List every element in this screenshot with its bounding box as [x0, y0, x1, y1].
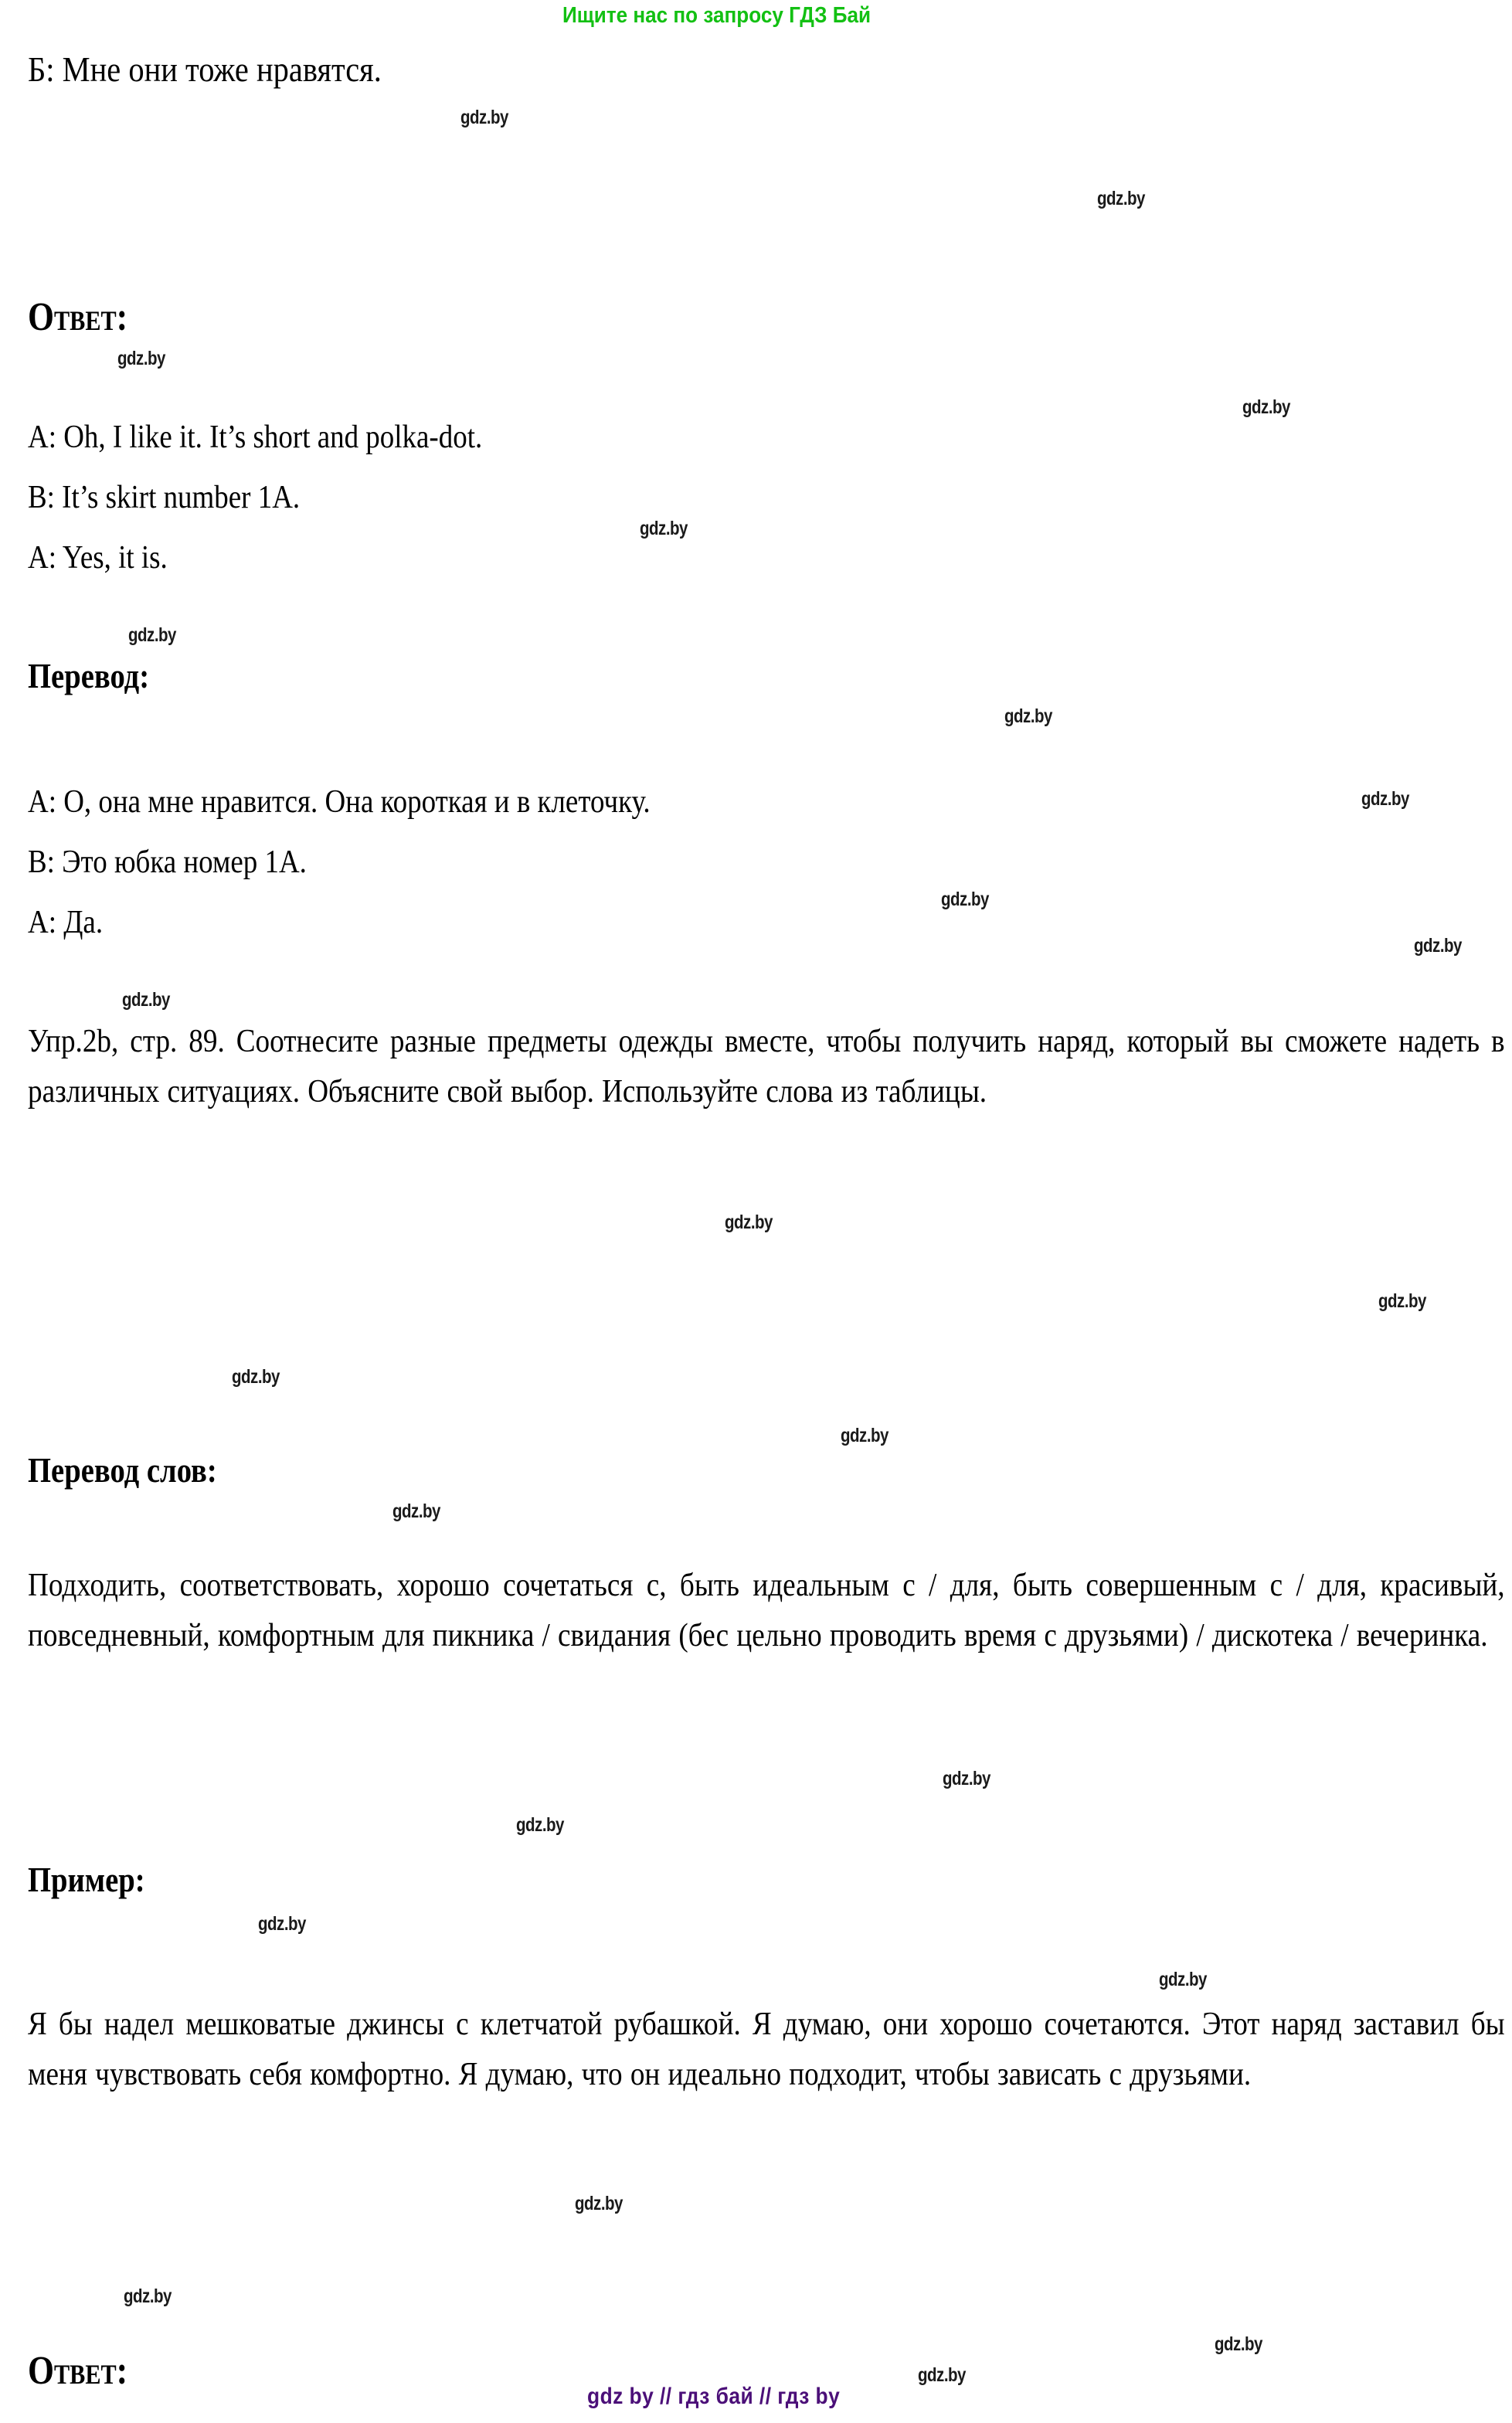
- answer-line-3: A: Yes, it is.: [28, 540, 168, 576]
- watermark: gdz.by: [392, 1500, 440, 1522]
- promo-banner: Ищите нас по запросу ГДЗ Бай: [562, 3, 872, 28]
- watermark: gdz.by: [1414, 935, 1462, 957]
- watermark: gdz.by: [1004, 705, 1052, 727]
- translation-heading: Перевод:: [28, 656, 150, 695]
- watermark: gdz.by: [1242, 396, 1290, 418]
- watermark: gdz.by: [1159, 1969, 1207, 1990]
- watermark: gdz.by: [943, 1768, 990, 1789]
- dialogue-tail-line: Б: Мне они тоже нравятся.: [28, 49, 382, 89]
- watermark: gdz.by: [575, 2193, 623, 2214]
- watermark: gdz.by: [1215, 2333, 1262, 2355]
- translation-line-1: A: О, она мне нравится. Она короткая и в клеточку.: [28, 784, 651, 820]
- watermark: gdz.by: [258, 1913, 306, 1935]
- watermark: gdz.by: [841, 1425, 889, 1446]
- watermark: gdz.by: [232, 1366, 280, 1388]
- answer-heading-bottom: Ответ:: [28, 2349, 128, 2393]
- watermark: gdz.by: [941, 889, 989, 910]
- words-translation-heading: Перевод слов:: [28, 1450, 217, 1490]
- watermark: gdz.by: [122, 989, 170, 1011]
- watermark: gdz.by: [918, 2364, 966, 2386]
- translation-line-3: A: Да.: [28, 905, 104, 940]
- watermark: gdz.by: [640, 518, 688, 539]
- example-heading: Пример:: [28, 1860, 145, 1899]
- exercise-paragraph: Упр.2b, стр. 89. Соотнесите разные предметы одежды вместе, чтобы получить наряд, который вы сможете надеть в различных ситуациях. Объясните свой выбор. Используйте слова из таблицы.: [28, 1024, 1505, 1110]
- watermark: gdz.by: [460, 107, 508, 128]
- answer-heading: Ответ:: [28, 295, 128, 339]
- watermark: gdz.by: [516, 1814, 564, 1836]
- answer-line-2: B: It’s skirt number 1A.: [28, 480, 301, 515]
- watermark: gdz.by: [1097, 188, 1145, 209]
- watermark: gdz.by: [117, 348, 165, 369]
- watermark: gdz.by: [128, 624, 176, 646]
- footer-branding: gdz by // гдз бай // гдз by: [587, 2384, 841, 2409]
- watermark: gdz.by: [1378, 1290, 1426, 1312]
- answer-line-1: A: Oh, I like it. It’s short and polka-dot.: [28, 420, 483, 455]
- watermark: gdz.by: [124, 2285, 172, 2307]
- translation-line-2: B: Это юбка номер 1A.: [28, 844, 307, 880]
- example-paragraph: Я бы надел мешковатые джинсы с клетчатой рубашкой. Я думаю, они хорошо сочетаются. Этот наряд заставил бы меня чувствовать себя комфортно. Я думаю, что он идеально подходит, чтобы зависать с друзьями.: [28, 2007, 1505, 2092]
- watermark: gdz.by: [1361, 788, 1409, 810]
- words-paragraph: Подходить, соответствовать, хорошо сочетаться с, быть идеальным с / для, быть совершенным с / для, красивый, повседневный, комфортным для пикника / свидания (бес цельно проводить время с друзьями) / дискотека / вечеринка.: [28, 1568, 1505, 1653]
- watermark: gdz.by: [725, 1212, 773, 1233]
